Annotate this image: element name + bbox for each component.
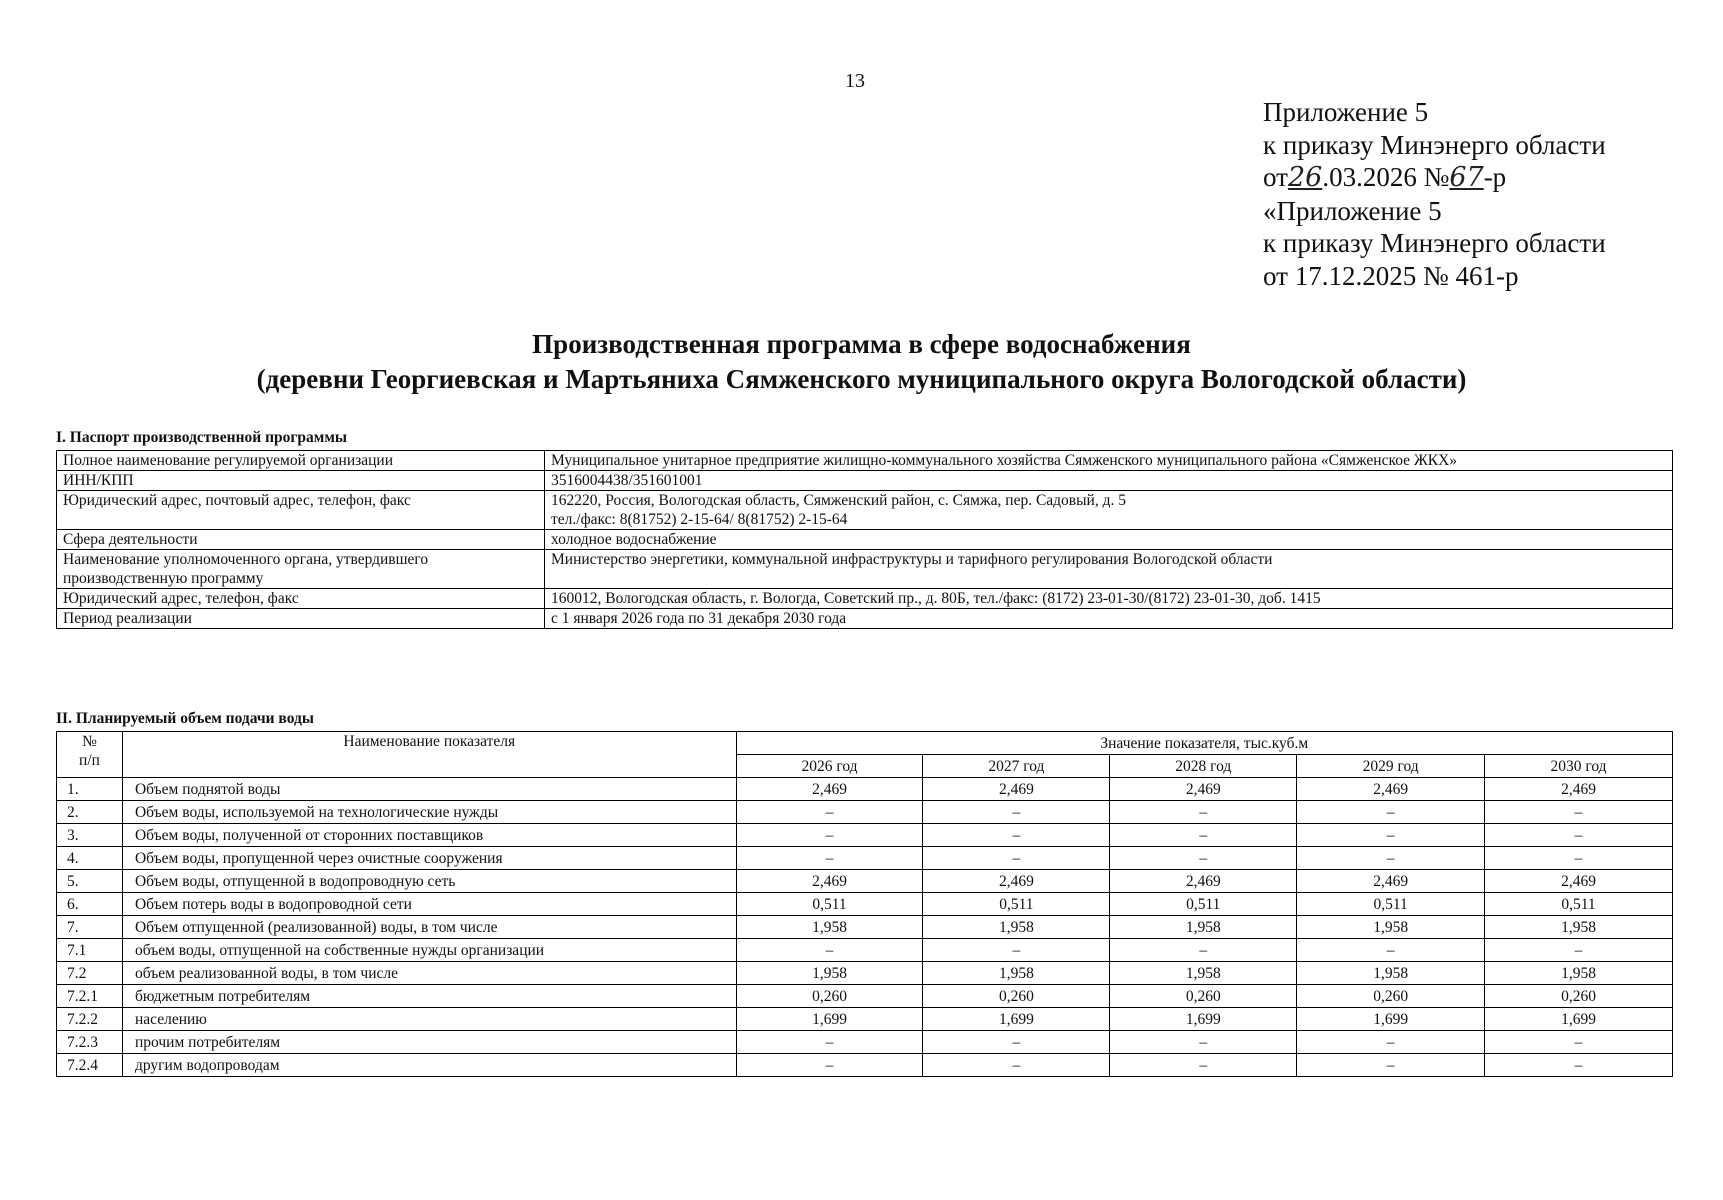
row-number: 7.2.2	[57, 1008, 123, 1031]
row-value: –	[1485, 824, 1673, 847]
row-value: –	[736, 1031, 923, 1054]
row-value: –	[1485, 939, 1673, 962]
row-value: 1,958	[1485, 916, 1673, 939]
table-row	[57, 1054, 1673, 1077]
header-value: Значение показателя, тыс.куб.м	[736, 732, 1672, 755]
row-value: –	[1297, 939, 1485, 962]
row-value: –	[736, 847, 923, 870]
row-number: 6.	[57, 893, 123, 916]
table-row	[57, 916, 1673, 939]
table-row	[57, 550, 1673, 589]
row-value: 2,469	[1110, 778, 1297, 801]
table-header-row	[57, 732, 1673, 755]
annex-date-prefix: от	[1263, 162, 1288, 192]
table-row	[57, 609, 1673, 629]
annex-line-1: Приложение 5	[1263, 97, 1429, 127]
passport-key: Период реализации	[57, 609, 545, 629]
row-value: 0,260	[736, 985, 923, 1008]
table-row	[57, 985, 1673, 1008]
handwritten-day: 26	[1287, 162, 1323, 193]
passport-value: Министерство энергетики, коммунальной инфраструктуры и тарифного регулирования Вологодской области	[545, 550, 1673, 589]
passport-key: ИНН/КПП	[57, 471, 545, 491]
passport-value	[545, 491, 1673, 530]
row-number: 7.2	[57, 962, 123, 985]
row-value: –	[923, 801, 1110, 824]
row-value: –	[1110, 1054, 1297, 1077]
handwritten-number: 67	[1449, 162, 1484, 193]
row-value: 0,511	[1485, 893, 1673, 916]
table-row	[57, 801, 1673, 824]
row-value: –	[1485, 847, 1673, 870]
table-row	[57, 530, 1673, 550]
table-row	[57, 824, 1673, 847]
header-year: 2027 год	[923, 755, 1110, 778]
table-body	[57, 778, 1673, 1077]
table-row	[57, 870, 1673, 893]
row-value: 2,469	[1297, 778, 1485, 801]
passport-key: Юридический адрес, почтовый адрес, телефон, факс	[57, 491, 545, 530]
row-value: 0,511	[1297, 893, 1485, 916]
row-name: Объем поднятой воды	[122, 778, 736, 801]
row-name: прочим потребителям	[122, 1031, 736, 1054]
row-value: –	[1297, 1031, 1485, 1054]
row-number: 7.	[57, 916, 123, 939]
annex-line-2: к приказу Минэнерго области	[1263, 129, 1606, 160]
table-row	[57, 491, 1673, 530]
row-value: –	[1110, 1031, 1297, 1054]
row-value: 2,469	[736, 870, 923, 893]
row-value: –	[1110, 801, 1297, 824]
row-name: объем реализованной воды, в том числе	[122, 962, 736, 985]
table-row	[57, 893, 1673, 916]
row-value: 1,958	[736, 916, 923, 939]
row-number: 7.2.1	[57, 985, 123, 1008]
annex-date-mid: .03.2026 №	[1322, 162, 1450, 192]
row-value: 0,260	[1110, 985, 1297, 1008]
table-row	[57, 778, 1673, 801]
document-subtitle: (деревни Георгиевская и Мартьяниха Сямженского муниципального округа Вологодской области)	[256, 364, 1467, 394]
row-value: 0,511	[1110, 893, 1297, 916]
header-name: Наименование показателя	[122, 732, 736, 778]
row-value: 1,958	[1110, 962, 1297, 985]
row-value: 1,958	[1297, 916, 1485, 939]
row-value: –	[923, 847, 1110, 870]
table-row	[57, 1031, 1673, 1054]
row-value: 2,469	[1110, 870, 1297, 893]
row-value: 2,469	[1485, 778, 1673, 801]
annex-line-6: от 17.12.2025 № 461-р	[1263, 260, 1519, 291]
row-name: Объем воды, используемой на технологические нужды	[122, 801, 736, 824]
page-number: 13	[845, 70, 865, 92]
header-year: 2026 год	[736, 755, 923, 778]
annex-line-4: «Приложение 5	[1263, 195, 1442, 226]
passport-value: 3516004438/351601001	[545, 471, 1673, 491]
row-number: 1.	[57, 778, 123, 801]
table-row	[57, 962, 1673, 985]
table-row	[57, 471, 1673, 491]
row-value: –	[923, 1054, 1110, 1077]
row-value: –	[1297, 1054, 1485, 1077]
table-row	[57, 847, 1673, 870]
row-value: –	[1485, 801, 1673, 824]
row-value: 1,699	[1110, 1008, 1297, 1031]
passport-key: Юридический адрес, телефон, факс	[57, 589, 545, 609]
row-value: 1,699	[923, 1008, 1110, 1031]
row-value: –	[923, 939, 1110, 962]
row-value: 2,469	[1297, 870, 1485, 893]
row-value: 1,699	[1485, 1008, 1673, 1031]
row-value: 2,469	[1485, 870, 1673, 893]
address-line: 162220, Россия, Вологодская область, Сямженский район, с. Сямжа, пер. Садовый, д. 5	[551, 492, 1126, 509]
row-value: –	[736, 1054, 923, 1077]
row-number: 7.2.4	[57, 1054, 123, 1077]
annex-block	[1263, 96, 1606, 292]
row-number: 3.	[57, 824, 123, 847]
row-value: 2,469	[923, 870, 1110, 893]
header-num-label: №	[82, 733, 97, 750]
passport-key: Наименование уполномоченного органа, утвердившего производственную программу	[57, 550, 545, 589]
row-value: 1,958	[923, 916, 1110, 939]
row-value: 1,699	[1297, 1008, 1485, 1031]
row-number: 2.	[57, 801, 123, 824]
row-name: Объем воды, отпущенной в водопроводную сеть	[122, 870, 736, 893]
row-number: 4.	[57, 847, 123, 870]
passport-value: Муниципальное унитарное предприятие жилищно-коммунального хозяйства Сямженского муниципального района «Сямженское ЖКХ»	[545, 451, 1673, 471]
row-value: 2,469	[736, 778, 923, 801]
row-value: 1,958	[736, 962, 923, 985]
row-value: –	[1297, 847, 1485, 870]
row-value: 0,260	[1297, 985, 1485, 1008]
row-name: другим водопроводам	[122, 1054, 736, 1077]
passport-key: Полное наименование регулируемой организации	[57, 451, 545, 471]
row-value: –	[1110, 824, 1297, 847]
table-row	[57, 451, 1673, 471]
table-row	[57, 1008, 1673, 1031]
annex-line-3	[1263, 161, 1606, 195]
row-value: –	[1485, 1054, 1673, 1077]
row-value: –	[1110, 939, 1297, 962]
row-value: –	[1110, 847, 1297, 870]
row-value: 2,469	[923, 778, 1110, 801]
row-number: 5.	[57, 870, 123, 893]
header-num-label-2: п/п	[79, 752, 100, 769]
header-year: 2030 год	[1485, 755, 1673, 778]
section-2-title: II. Планируемый объем подачи воды	[56, 710, 314, 727]
row-name: населению	[122, 1008, 736, 1031]
annex-date-suffix: -р	[1483, 162, 1507, 192]
phone-line: тел./факс: 8(81752) 2-15-64/ 8(81752) 2-15-64	[551, 511, 848, 528]
row-value: 0,511	[736, 893, 923, 916]
row-value: –	[923, 824, 1110, 847]
row-value: –	[1297, 801, 1485, 824]
row-name: Объем воды, полученной от сторонних поставщиков	[122, 824, 736, 847]
row-value: 1,958	[1110, 916, 1297, 939]
passport-value: с 1 января 2026 года по 31 декабря 2030 года	[545, 609, 1673, 629]
row-value: –	[736, 801, 923, 824]
row-value: 0,511	[923, 893, 1110, 916]
row-number: 7.1	[57, 939, 123, 962]
header-year: 2028 год	[1110, 755, 1297, 778]
table-row	[57, 589, 1673, 609]
row-name: объем воды, отпущенной на собственные нужды организации	[122, 939, 736, 962]
row-value: –	[736, 824, 923, 847]
row-value: 1,958	[1485, 962, 1673, 985]
row-value: 1,699	[736, 1008, 923, 1031]
header-num	[57, 732, 123, 778]
row-name: Объем потерь воды в водопроводной сети	[122, 893, 736, 916]
row-name: Объем воды, пропущенной через очистные сооружения	[122, 847, 736, 870]
row-number: 7.2.3	[57, 1031, 123, 1054]
passport-table	[56, 450, 1673, 629]
row-value: 1,958	[1297, 962, 1485, 985]
row-value: 1,958	[923, 962, 1110, 985]
row-name: Объем отпущенной (реализованной) воды, в том числе	[122, 916, 736, 939]
row-value: 0,260	[923, 985, 1110, 1008]
row-value: –	[1485, 1031, 1673, 1054]
passport-value: 160012, Вологодская область, г. Вологда, Советский пр., д. 80Б, тел./факс: (8172) 23-01-30/(8172) 23-01-30, доб. 1415	[545, 589, 1673, 609]
row-value: –	[1297, 824, 1485, 847]
row-name: бюджетным потребителям	[122, 985, 736, 1008]
document-title: Производственная программа в сфере водоснабжения	[532, 329, 1191, 359]
row-value: –	[923, 1031, 1110, 1054]
header-year: 2029 год	[1297, 755, 1485, 778]
passport-key: Сфера деятельности	[57, 530, 545, 550]
section-1-title: I. Паспорт производственной программы	[56, 429, 348, 446]
water-volume-table	[56, 731, 1673, 1077]
row-value: –	[736, 939, 923, 962]
passport-value: холодное водоснабжение	[545, 530, 1673, 550]
row-value: 0,260	[1485, 985, 1673, 1008]
annex-line-5: к приказу Минэнерго области	[1263, 228, 1606, 258]
table-row	[57, 939, 1673, 962]
